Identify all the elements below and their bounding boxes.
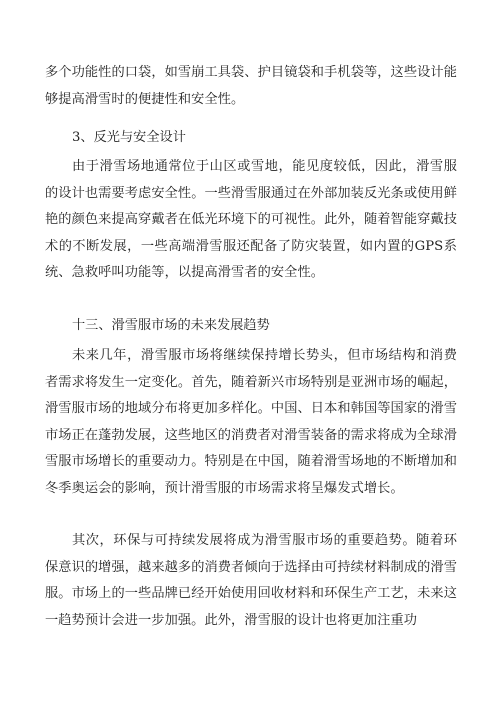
chapter-heading-future-trends: 十三、滑雪服市场的未来发展趋势 xyxy=(72,318,270,333)
paragraph-sustainability: 其次，环保与可持续发展将成为滑雪服市场的重要趋势。随着环保意识的增强，越来越多的消费者倾向于选择由可持续材料制成的滑雪服。市场上的一些品牌已经开始使用回收材料和环保生产工艺，未来这一趋势预计会进一步加强。此外，滑雪服的设计也将更加注重功 xyxy=(45,533,457,628)
paragraph-pockets-continued: 多个功能性的口袋，如雪崩工具袋、护目镜袋和手机袋等，这些设计能够提高滑雪时的便捷性和安全性。 xyxy=(45,65,457,107)
section-heading-reflective-safety: 3、反光与安全设计 xyxy=(72,130,186,145)
paragraph-safety-design: 由于滑雪场地通常位于山区或雪地，能见度较低，因此，滑雪服的设计也需要考虑安全性。一些滑雪服通过在外部加装反光条或使用鲜艳的颜色来提高穿戴者在低光环境下的可视性。此外，随着智能穿戴技术的不断发展，一些高端滑雪服还配备了防灾装置，如内置的GPS系统、急救呼叫功能等，以提高滑雪者的安全性。 xyxy=(45,159,457,280)
paragraph-market-growth: 未来几年，滑雪服市场将继续保持增长势头，但市场结构和消费者需求将发生一定变化。首先，随着新兴市场特别是亚洲市场的崛起，滑雪服市场的地域分布将更加多样化。中国、日本和韩国等国家的滑雪市场正在蓬勃发展，这些地区的消费者对滑雪装备的需求将成为全球滑雪服市场增长的重要动力。特别是在中国，随着滑雪场地的不断增加和冬季奥运会的影响，预计滑雪服的市场需求将呈爆发式增长。 xyxy=(45,348,457,496)
